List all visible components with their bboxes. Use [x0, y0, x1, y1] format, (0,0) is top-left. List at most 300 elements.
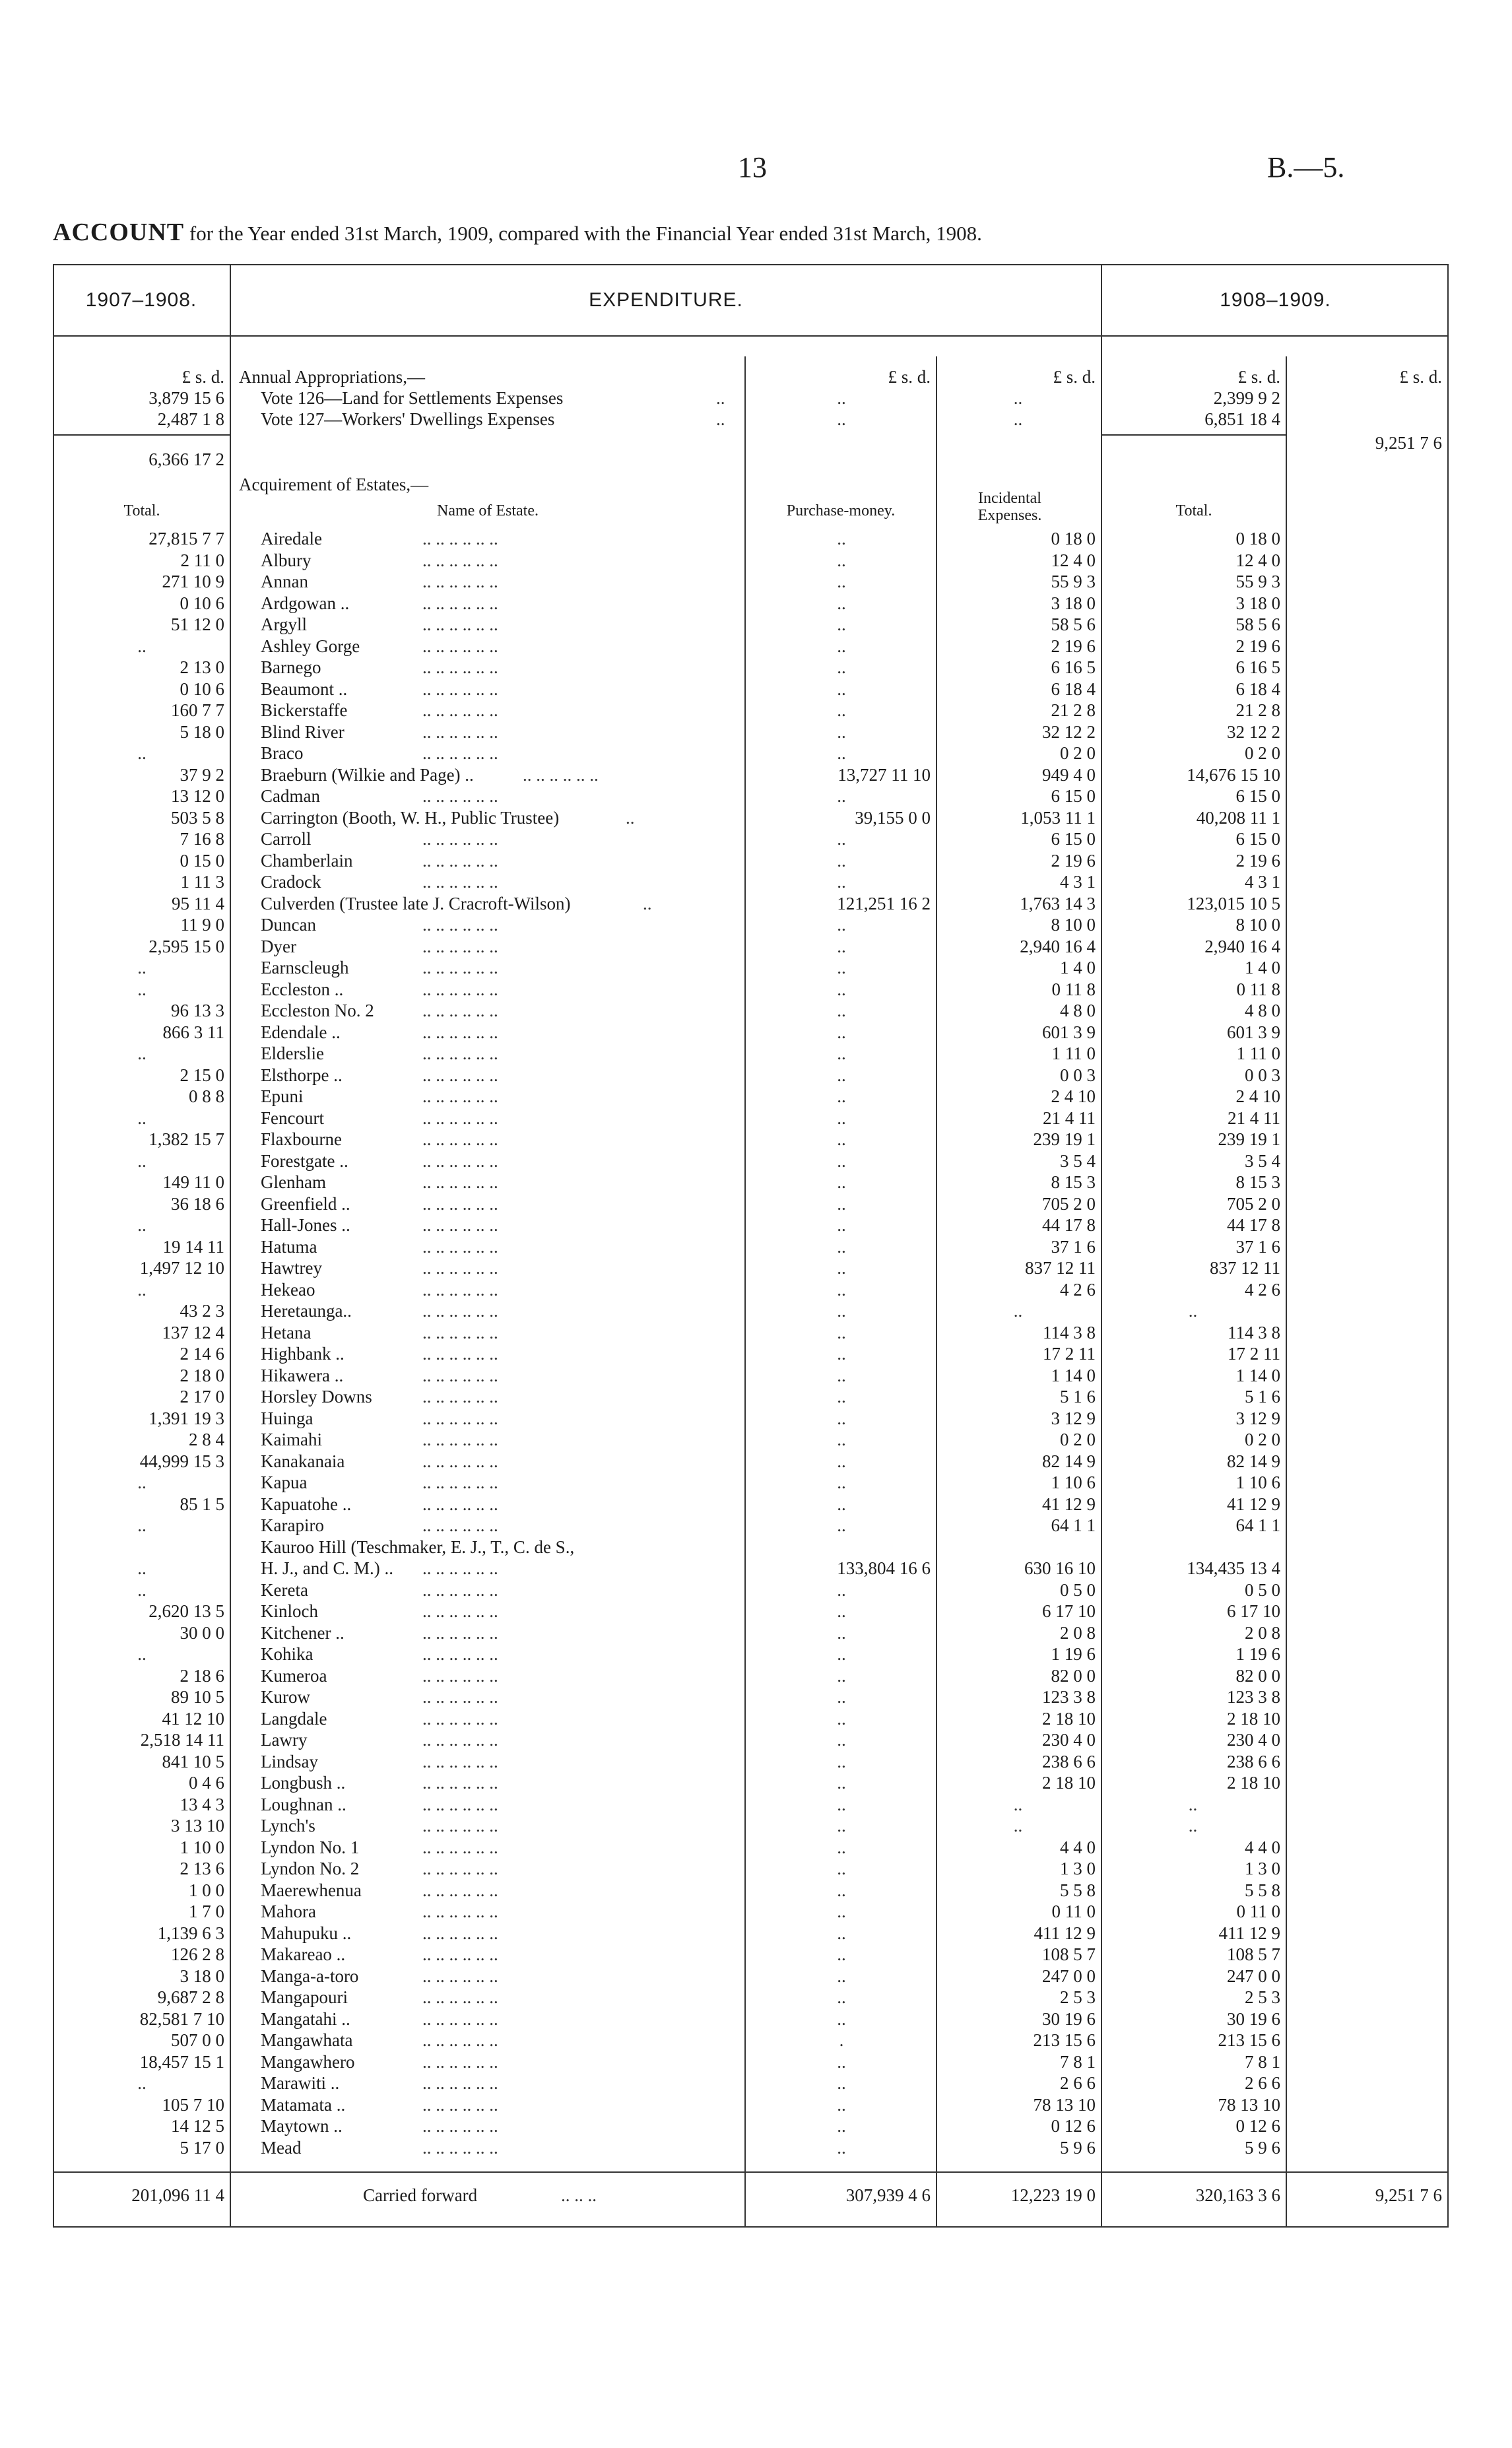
row-name: Kinloch — [261, 1601, 318, 1621]
row-inc: 5 9 6 — [1060, 2137, 1096, 2158]
row-inc: 3 18 0 — [1051, 593, 1096, 613]
row-inc: 601 3 9 — [1042, 1022, 1096, 1042]
footer-tot-total: 320,163 3 6 — [1195, 2185, 1280, 2205]
leader-dots: .. .. .. .. .. .. — [422, 1494, 498, 1514]
row-pm: .. — [837, 915, 846, 935]
leader-dots: .. .. .. .. .. .. — [422, 1902, 498, 1921]
row-prev: 3 13 10 — [171, 1816, 224, 1836]
row-pm: .. — [837, 743, 846, 763]
leader-dots: .. .. .. .. .. .. — [422, 1923, 498, 1943]
row-tot: 1 4 0 — [1245, 958, 1280, 977]
footer-prev-total: 201,096 11 4 — [131, 2185, 224, 2205]
leader-dots: .. .. .. .. .. .. — [422, 2051, 498, 2072]
row-tot: 1 10 6 — [1235, 1472, 1280, 1492]
annual-heading: Annual Appropriations,— — [239, 367, 425, 387]
row-inc: .. — [1013, 1816, 1023, 1836]
row-prev: .. — [137, 1279, 147, 1300]
leader-dots: .. .. .. .. .. .. — [422, 1644, 498, 1664]
row-tot: 2 5 3 — [1245, 1987, 1280, 2007]
row-inc: 4 2 6 — [1060, 1279, 1096, 1300]
row-name: Chamberlain — [261, 850, 353, 871]
row-prev: 271 10 9 — [162, 572, 224, 591]
row-pm: .. — [837, 678, 846, 699]
row-inc: 2 19 6 — [1051, 636, 1096, 656]
row-inc: 21 4 11 — [1043, 1108, 1096, 1128]
leader-dots: .. .. .. .. .. .. — [422, 1708, 498, 1729]
leader-dots: .. .. .. .. .. .. — [422, 1215, 498, 1235]
leader-dots: .. .. .. .. .. .. — [422, 2030, 498, 2050]
annual-rule-curr — [1101, 434, 1286, 436]
row-pm: 133,804 16 6 — [837, 1558, 931, 1578]
leader-dots: .. .. .. .. .. .. — [422, 2073, 498, 2093]
row-pm: .. — [837, 2094, 846, 2115]
leader-dots: .. .. .. .. .. .. — [422, 1966, 498, 1986]
money-header-inc: £ s. d. — [1053, 367, 1096, 387]
row-pm: .. — [837, 1494, 846, 1514]
row-tot: 58 5 6 — [1235, 614, 1280, 634]
leader-dots: .. .. .. .. .. .. — [422, 1837, 498, 1857]
row-prev: 1 10 0 — [180, 1837, 224, 1857]
row-name: Braeburn (Wilkie and Page) .. — [261, 764, 474, 785]
row-name: Matamata .. — [261, 2094, 346, 2115]
footer-inc-total: 12,223 19 0 — [1010, 2185, 1096, 2205]
row-prev: 18,457 15 1 — [139, 2051, 224, 2072]
leader-dots: .. .. .. .. .. .. — [422, 1022, 498, 1042]
leader-dots: .. .. .. .. .. .. — [422, 1108, 498, 1128]
account-title — [53, 218, 982, 247]
row-tot: 705 2 0 — [1227, 1193, 1280, 1214]
leader-dots: .. .. .. .. .. .. — [422, 2137, 498, 2158]
row-pm: .. — [837, 721, 846, 742]
row-tot: 64 1 1 — [1235, 1515, 1280, 1535]
row-pm: .. — [837, 1408, 846, 1428]
row-pm: .. — [837, 958, 846, 977]
leader-dots: .. .. .. .. .. .. — [422, 1515, 498, 1535]
row-pm: .. — [837, 1108, 846, 1128]
leader-dots: .. .. .. .. .. .. — [422, 850, 498, 871]
money-header-pm: £ s. d. — [888, 367, 931, 387]
row-prev: 0 10 6 — [180, 678, 224, 699]
row-inc: 3 12 9 — [1051, 1408, 1096, 1428]
money-header-curr: £ s. d. — [1237, 367, 1280, 387]
row-tot: 30 19 6 — [1227, 2008, 1280, 2029]
row-tot: 17 2 11 — [1228, 1344, 1280, 1364]
row-inc: 1 4 0 — [1060, 958, 1096, 977]
leader-dots: .. .. .. .. .. .. — [422, 1001, 498, 1020]
row-name: Hall-Jones .. — [261, 1215, 350, 1235]
prev-year-header: 1907–1908. — [85, 289, 197, 311]
row-pm: .. — [837, 1923, 846, 1943]
leader-dots: .. .. .. .. .. .. — [422, 1987, 498, 2007]
row-pm: .. — [837, 1451, 846, 1471]
annual-prev-2: 2,487 1 8 — [157, 409, 224, 429]
row-prev: 2 15 0 — [180, 1065, 224, 1085]
row-tot: 0 11 8 — [1236, 979, 1280, 999]
row-tot: 1 11 0 — [1236, 1043, 1280, 1063]
row-pm: .. — [837, 1987, 846, 2007]
annual-inc-1: .. — [1013, 388, 1023, 408]
row-name: Glenham — [261, 1172, 326, 1192]
row-pm: .. — [837, 936, 846, 956]
row-inc: 108 5 7 — [1042, 1944, 1096, 1964]
row-prev: .. — [137, 2073, 147, 2093]
row-prev: 507 0 0 — [171, 2030, 224, 2050]
leader-dots: .. .. .. .. .. .. — [422, 743, 498, 763]
annual-label-2: Vote 127—Workers' Dwellings Expenses — [261, 409, 555, 429]
leader-dots: .. .. .. .. .. .. — [422, 572, 498, 591]
row-pm: .. — [837, 1236, 846, 1257]
row-name: Lynch's — [261, 1816, 315, 1836]
row-prev: 0 4 6 — [189, 1773, 224, 1793]
row-pm: .. — [837, 786, 846, 806]
leader-dots: .. .. .. .. .. .. — [422, 1172, 498, 1192]
row-inc: 4 8 0 — [1060, 1001, 1096, 1020]
row-name: Argyll — [261, 614, 308, 634]
leader-dots: .. .. .. .. .. .. — [422, 829, 498, 849]
row-name: Duncan — [261, 915, 316, 935]
row-prev: 3 18 0 — [180, 1966, 224, 1986]
header-rule — [53, 335, 1449, 337]
row-inc: 949 4 0 — [1042, 764, 1096, 785]
row-prev: 11 9 0 — [180, 915, 224, 935]
row-inc: 8 10 0 — [1051, 915, 1096, 935]
row-prev: 5 18 0 — [180, 721, 224, 742]
leader-dots: .. .. .. .. .. .. — [422, 1344, 498, 1364]
row-inc: 8 15 3 — [1051, 1172, 1096, 1192]
row-name: Earnscleugh — [261, 958, 349, 977]
row-pm: .. — [837, 700, 846, 720]
row-inc: 6 16 5 — [1051, 657, 1096, 677]
row-name: Elderslie — [261, 1043, 324, 1063]
leader-dots: .. .. .. .. .. .. — [422, 1880, 498, 1900]
row-pm: .. — [837, 1687, 846, 1707]
row-name: Bickerstaffe — [261, 700, 348, 720]
document-reference: B.—5. — [1267, 151, 1345, 183]
row-name: Lyndon No. 2 — [261, 1859, 360, 1878]
leader-dots: .. .. .. .. .. .. — [422, 1043, 498, 1063]
row-pm: .. — [837, 1579, 846, 1600]
row-inc: 4 4 0 — [1060, 1837, 1096, 1857]
row-prev: .. — [137, 1515, 147, 1535]
row-pm: .. — [837, 1150, 846, 1171]
row-tot: 5 9 6 — [1245, 2137, 1280, 2158]
row-prev: 9,687 2 8 — [157, 1987, 224, 2007]
annual-curr-2: 6,851 18 4 — [1204, 409, 1280, 429]
row-inc: 2 18 10 — [1042, 1773, 1096, 1793]
row-name: Kitchener .. — [261, 1622, 345, 1643]
rule-prev — [230, 264, 231, 2228]
leader-dots: .. .. .. .. .. .. — [422, 1601, 498, 1621]
acquirement-heading: Acquirement of Estates,— — [239, 475, 429, 494]
row-tot: 55 9 3 — [1235, 572, 1280, 591]
row-name: Mahora — [261, 1902, 316, 1921]
row-pm: .. — [837, 1279, 846, 1300]
row-name: Forestgate .. — [261, 1150, 348, 1171]
row-name: Culverden (Trustee late J. Cracroft-Wilson) — [261, 893, 571, 913]
row-pm: .. — [837, 2073, 846, 2093]
row-inc: 0 0 3 — [1060, 1065, 1096, 1085]
row-tot: 3 18 0 — [1235, 593, 1280, 613]
row-tot: 114 3 8 — [1228, 1322, 1280, 1342]
row-pm: .. — [837, 636, 846, 656]
row-name: Cradock — [261, 872, 321, 892]
row-name: Blind River — [261, 721, 345, 742]
row-tot: 6 15 0 — [1235, 829, 1280, 849]
row-inc: 7 8 1 — [1060, 2051, 1096, 2072]
row-inc: 705 2 0 — [1042, 1193, 1096, 1214]
subheader-incidental: Incidental Expenses. — [977, 490, 1042, 524]
leader-dots: .. .. .. .. .. .. — [422, 2094, 498, 2115]
row-tot: 32 12 2 — [1227, 721, 1280, 742]
annual-curr-1: 2,399 9 2 — [1213, 388, 1280, 408]
row-pm: .. — [837, 1773, 846, 1793]
row-prev: .. — [137, 1108, 147, 1128]
row-pm: .. — [837, 529, 846, 548]
row-prev: 96 13 3 — [171, 1001, 224, 1020]
row-tot: 108 5 7 — [1227, 1944, 1280, 1964]
row-name: Kumeroa — [261, 1665, 327, 1686]
row-prev: .. — [137, 1472, 147, 1492]
row-prev: 0 8 8 — [189, 1086, 224, 1106]
leader-dots: .. .. .. .. .. .. — [422, 550, 498, 570]
row-prev: 503 5 8 — [171, 807, 224, 828]
row-inc: 6 18 4 — [1051, 678, 1096, 699]
row-prev: 43 2 3 — [180, 1301, 224, 1321]
row-tot: 82 0 0 — [1235, 1665, 1280, 1686]
row-tot: 82 14 9 — [1227, 1451, 1280, 1471]
row-tot: 239 19 1 — [1218, 1129, 1280, 1149]
row-pm: .. — [837, 1258, 846, 1278]
row-prev: 0 15 0 — [180, 850, 224, 871]
row-name: Lawry — [261, 1730, 308, 1750]
row-inc: .. — [1013, 1794, 1023, 1814]
row-name: Lindsay — [261, 1751, 318, 1771]
footer-rule — [53, 2171, 1449, 2173]
row-prev: 2 18 0 — [180, 1365, 224, 1385]
row-name: Huinga — [261, 1408, 313, 1428]
row-pm: .. — [837, 1387, 846, 1406]
expenditure-header: EXPENDITURE. — [589, 289, 743, 311]
row-prev: 27,815 7 7 — [148, 529, 224, 548]
row-tot: 1 19 6 — [1235, 1644, 1280, 1664]
row-tot: 0 2 0 — [1245, 1430, 1280, 1449]
row-inc: 2 0 8 — [1060, 1622, 1096, 1643]
leader-dots: .. .. .. .. .. .. — [422, 1430, 498, 1449]
row-name: Hekeao — [261, 1279, 315, 1300]
row-pm: .. — [837, 1837, 846, 1857]
row-prev: .. — [137, 1215, 147, 1235]
row-inc: 41 12 9 — [1042, 1494, 1096, 1514]
row-inc: 37 1 6 — [1051, 1236, 1096, 1257]
row-pm: .. — [837, 1365, 846, 1385]
rule-inc — [936, 356, 937, 2228]
row-pm: .. — [837, 1472, 846, 1492]
row-prev: 2 17 0 — [180, 1387, 224, 1406]
row-inc: 2 6 6 — [1060, 2073, 1096, 2093]
row-name: Loughnan .. — [261, 1794, 346, 1814]
leader-dots: .. .. .. .. .. .. — [422, 1730, 498, 1750]
row-name: Elsthorpe .. — [261, 1065, 343, 1085]
row-pm: . — [839, 2030, 844, 2050]
row-inc: 0 11 8 — [1051, 979, 1096, 999]
row-inc: 630 16 10 — [1024, 1558, 1096, 1578]
row-inc: 2 18 10 — [1042, 1708, 1096, 1729]
subheader-total-prev: Total. — [123, 502, 160, 519]
row-pm: .. — [837, 2008, 846, 2029]
row-pm: .. — [837, 1322, 846, 1342]
row-pm: .. — [837, 593, 846, 613]
row-name: Kaimahi — [261, 1430, 322, 1449]
row-pm: .. — [837, 550, 846, 570]
row-inc: 0 12 6 — [1051, 2116, 1096, 2136]
row-pm: .. — [837, 1708, 846, 1729]
leader-dots: .. .. .. .. .. .. — [523, 764, 599, 785]
row-prev: 2,620 13 5 — [148, 1601, 224, 1621]
row-name: Mangawhero — [261, 2051, 355, 2072]
row-pm: .. — [837, 1430, 846, 1449]
row-prev: 44,999 15 3 — [139, 1451, 224, 1471]
subheader-purchase: Purchase-money. — [786, 502, 896, 519]
row-name: Cadman — [261, 786, 320, 806]
row-prev: 160 7 7 — [171, 700, 224, 720]
row-name: Carroll — [261, 829, 312, 849]
row-name: Manga-a-toro — [261, 1966, 359, 1986]
row-inc: 1 14 0 — [1051, 1365, 1096, 1385]
row-pm: .. — [837, 1022, 846, 1042]
row-inc: 32 12 2 — [1042, 721, 1096, 742]
row-prev: 1,139 6 3 — [157, 1923, 224, 1943]
row-tot: 0 5 0 — [1245, 1579, 1280, 1600]
rule-pm — [744, 356, 746, 2228]
row-tot: 2 0 8 — [1245, 1622, 1280, 1643]
row-pm: .. — [837, 2137, 846, 2158]
row-name: Karapiro — [261, 1515, 324, 1535]
row-tot: 0 2 0 — [1245, 743, 1280, 763]
row-name: Maytown .. — [261, 2116, 343, 2136]
row-prev: .. — [137, 1150, 147, 1171]
row-inc: 1 3 0 — [1060, 1859, 1096, 1878]
leader-dots: .. .. .. .. .. .. — [422, 593, 498, 613]
row-tot: 7 8 1 — [1245, 2051, 1280, 2072]
row-name: Mangawhata — [261, 2030, 353, 2050]
row-tot: 5 1 6 — [1245, 1387, 1280, 1406]
row-name: Kohika — [261, 1644, 313, 1664]
row-prev: .. — [137, 958, 147, 977]
leader-dots: .. .. .. .. .. .. — [422, 936, 498, 956]
leader-dots: .. — [626, 807, 635, 828]
row-prev: 2 18 6 — [180, 1665, 224, 1686]
row-tot: 8 10 0 — [1235, 915, 1280, 935]
row-name: Kauroo Hill (Teschmaker, E. J., T., C. de S., — [261, 1537, 575, 1557]
row-pm: .. — [837, 1859, 846, 1878]
row-tot: .. — [1188, 1794, 1198, 1814]
annual-dots-1: .. — [716, 388, 725, 408]
row-tot: 213 15 6 — [1218, 2030, 1280, 2050]
row-inc: 0 5 0 — [1060, 1579, 1096, 1600]
row-inc: 247 0 0 — [1042, 1966, 1096, 1986]
leader-dots: .. .. .. .. .. .. — [422, 1387, 498, 1406]
row-prev: 82,581 7 10 — [139, 2008, 224, 2029]
leader-dots: .. .. .. .. .. .. — [422, 1859, 498, 1878]
row-prev: 2 11 0 — [180, 550, 224, 570]
row-name: Mangapouri — [261, 1987, 348, 2007]
row-name: Annan — [261, 572, 308, 591]
row-inc: 21 2 8 — [1051, 700, 1096, 720]
row-tot: 2 4 10 — [1235, 1086, 1280, 1106]
row-pm: .. — [837, 657, 846, 677]
leader-dots: .. .. .. .. .. .. — [422, 1794, 498, 1814]
annual-pm-1: .. — [837, 388, 846, 408]
money-header-grand: £ s. d. — [1399, 367, 1442, 387]
row-tot: 14,676 15 10 — [1187, 764, 1280, 785]
row-inc: 0 2 0 — [1060, 743, 1096, 763]
row-name: Airedale — [261, 529, 322, 548]
row-name: Ardgowan .. — [261, 593, 350, 613]
row-pm: .. — [837, 1902, 846, 1921]
leader-dots: .. .. .. .. .. .. — [422, 614, 498, 634]
row-prev: 149 11 0 — [162, 1172, 224, 1192]
leader-dots: .. .. .. .. .. .. — [422, 1065, 498, 1085]
row-prev: 2,518 14 11 — [140, 1730, 224, 1750]
row-tot: 6 15 0 — [1235, 786, 1280, 806]
row-pm: .. — [837, 1794, 846, 1814]
row-inc: 2 4 10 — [1051, 1086, 1096, 1106]
row-prev: 37 9 2 — [180, 764, 224, 785]
leader-dots: .. .. .. .. .. .. — [422, 1086, 498, 1106]
row-pm: 39,155 0 0 — [855, 807, 931, 828]
row-inc: 1,053 11 1 — [1020, 807, 1096, 828]
row-inc: 2,940 16 4 — [1020, 936, 1096, 956]
row-tot: 0 18 0 — [1235, 529, 1280, 548]
row-tot: 0 12 6 — [1235, 2116, 1280, 2136]
annual-pm-2: .. — [837, 409, 846, 429]
row-name: Braco — [261, 743, 304, 763]
row-inc: 4 3 1 — [1060, 872, 1096, 892]
row-inc: 0 11 0 — [1051, 1902, 1096, 1921]
leader-dots: .. .. .. .. .. .. — [422, 1193, 498, 1214]
row-prev: 2 13 0 — [180, 657, 224, 677]
row-tot: 601 3 9 — [1227, 1022, 1280, 1042]
row-prev: 1,382 15 7 — [148, 1129, 224, 1149]
leader-dots: .. .. .. .. .. .. — [422, 872, 498, 892]
leader-dots: .. .. .. .. .. .. — [422, 1451, 498, 1471]
leader-dots: .. .. .. .. .. .. — [422, 1472, 498, 1492]
row-prev: 0 10 6 — [180, 593, 224, 613]
row-name: Hatuma — [261, 1236, 317, 1257]
leader-dots: .. .. .. .. .. .. — [422, 721, 498, 742]
leader-dots: .. .. .. .. .. .. — [422, 1751, 498, 1771]
row-inc: 6 15 0 — [1051, 829, 1096, 849]
row-tot: 2 19 6 — [1235, 636, 1280, 656]
row-inc: 230 4 0 — [1042, 1730, 1096, 1750]
annual-label-1: Vote 126—Land for Settlements Expenses — [261, 388, 564, 408]
row-inc: 123 3 8 — [1042, 1687, 1096, 1707]
row-inc: 1 19 6 — [1051, 1644, 1096, 1664]
row-tot: 123,015 10 5 — [1187, 893, 1280, 913]
row-prev: 85 1 5 — [180, 1494, 224, 1514]
leader-dots: .. .. .. .. .. .. — [422, 700, 498, 720]
row-name: Highbank .. — [261, 1344, 345, 1364]
row-tot: 44 17 8 — [1227, 1215, 1280, 1235]
leader-dots: .. .. .. .. .. .. — [422, 1622, 498, 1643]
row-pm: 13,727 11 10 — [838, 764, 931, 785]
rule-curr — [1101, 264, 1102, 2228]
row-name: Kanakanaia — [261, 1451, 345, 1471]
row-inc: 1 11 0 — [1051, 1043, 1096, 1063]
leader-dots: .. .. .. .. .. .. — [422, 1579, 498, 1600]
row-name: Horsley Downs — [261, 1387, 372, 1406]
row-prev: 2 14 6 — [180, 1344, 224, 1364]
